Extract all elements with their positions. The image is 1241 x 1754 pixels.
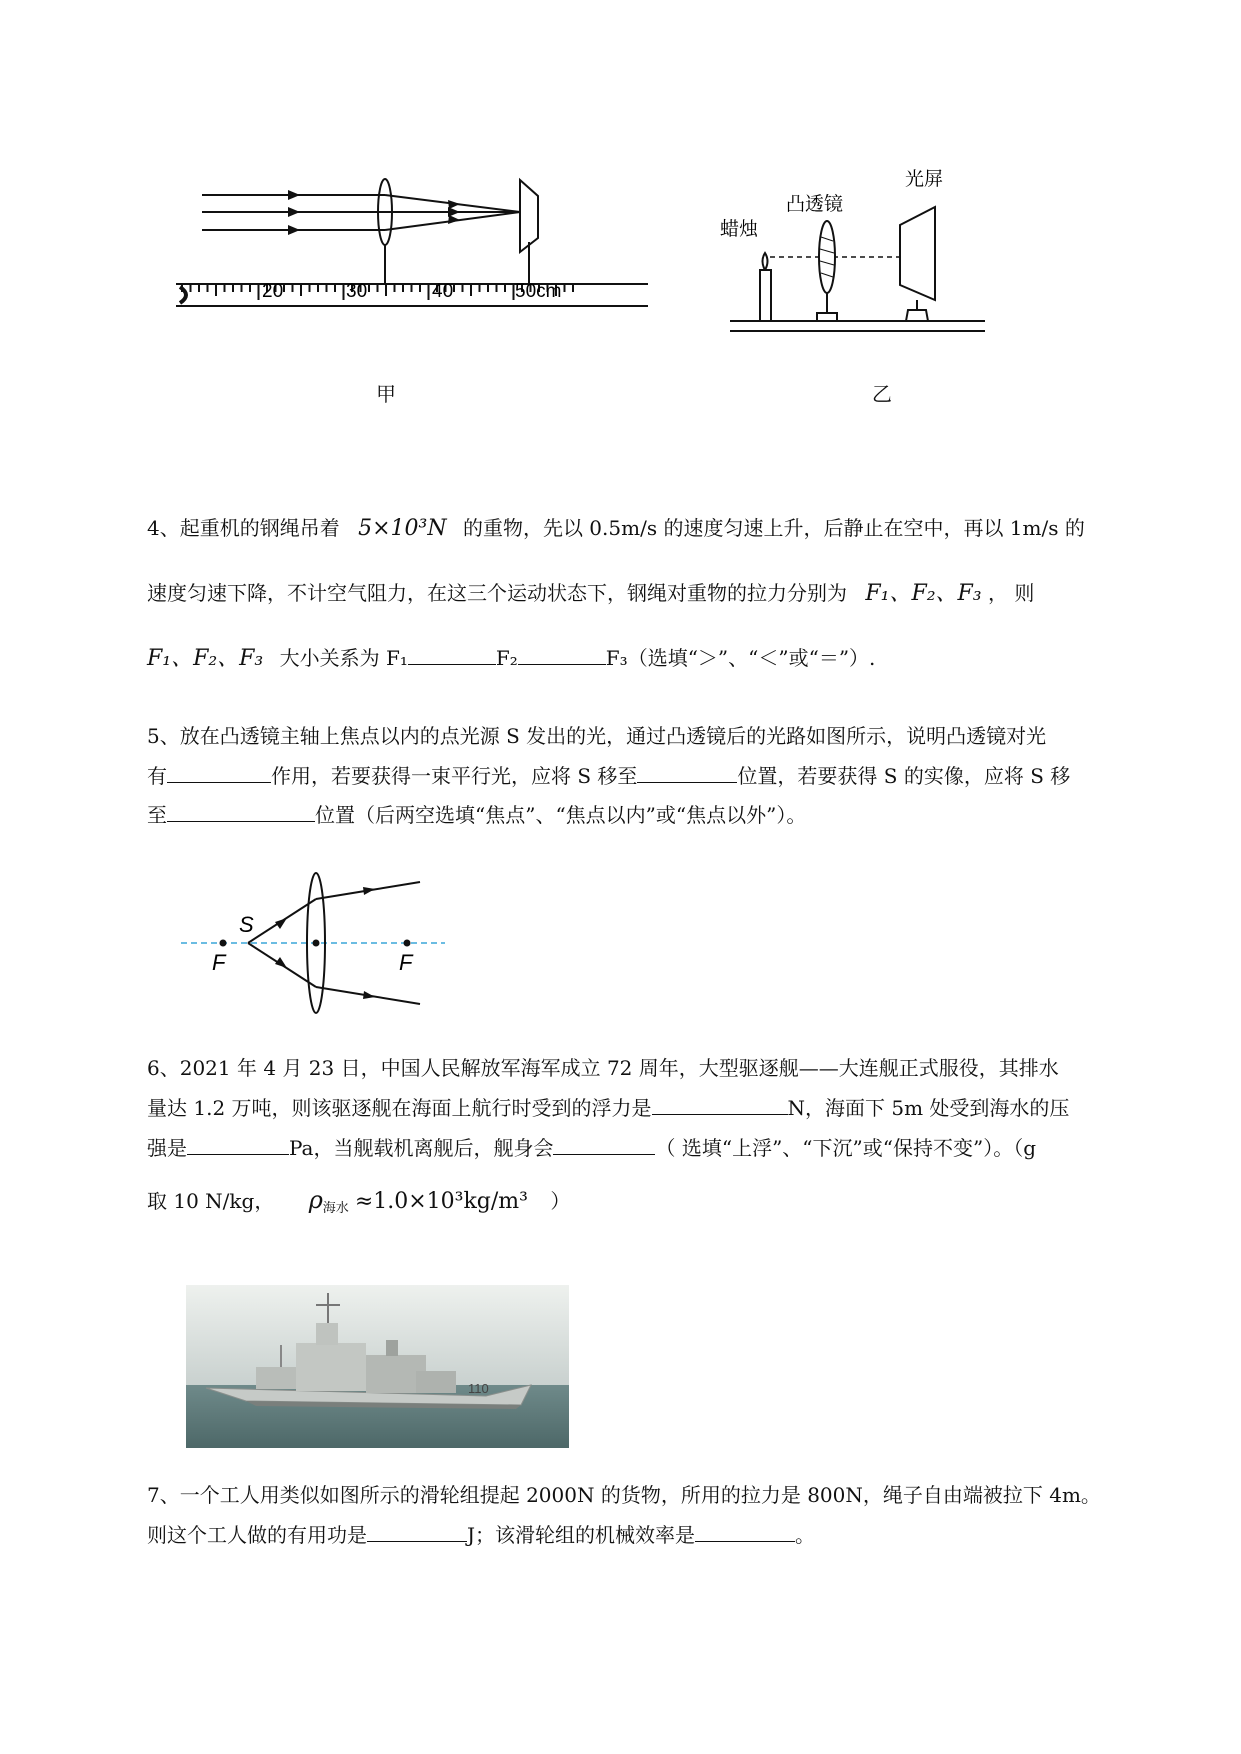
caption-yi: 乙 (872, 382, 892, 406)
q7-line2: 则这个工人做的有用功是 J；该滑轮组的机械效率是 。 (147, 1523, 816, 1547)
q5-blank-2[interactable] (637, 762, 737, 783)
q6-blank-1[interactable] (652, 1094, 788, 1115)
q6-blank-2[interactable] (187, 1134, 289, 1155)
figure-yi (720, 165, 990, 340)
q5-blank-1[interactable] (167, 762, 271, 783)
q5-blank-3[interactable] (167, 801, 315, 822)
q4-blank-2[interactable] (518, 644, 606, 665)
label-f-right: F (399, 950, 413, 975)
ruler-tick-40: 40 (432, 281, 454, 302)
q6-line3: 强是 Pa，当舰载机离舰后，舰身会 （ 选填“上浮”、“下沉”或“保持不变”）。（g (147, 1136, 1036, 1160)
label-f-left: F (212, 950, 226, 975)
caption-jia: 甲 (376, 382, 396, 406)
label-screen: 光屏 (905, 169, 944, 190)
ship-hull-number: 110 (468, 1381, 489, 1396)
q4-blank-1[interactable] (408, 644, 496, 665)
q5-line3: 至 位置（后两空选填“焦点”、“焦点以内”或“焦点以外”）。 (147, 803, 807, 827)
q4-line3: F₁、F₂、F₃ 大小关系为 F₁ F₂ F₃（选填“＞”、“＜”或“＝”）. (147, 646, 876, 671)
label-convex-lens: 凸透镜 (786, 194, 844, 215)
q4-forces-a: F₁、F₂、F₃ (865, 581, 982, 606)
q6-blank-3[interactable] (553, 1134, 655, 1155)
q6-rho: ρ (308, 1186, 323, 1214)
label-s: S (239, 912, 254, 937)
q4-line2: 速度匀速下降，不计空气阻力，在这三个运动状态下，钢绳对重物的拉力分别为 F₁、F₂、F₃ ， 则 (147, 581, 1035, 606)
destroyer-photo (186, 1285, 569, 1448)
label-candle: 蜡烛 (720, 219, 759, 240)
q5-line2: 有 作用，若要获得一束平行光，应将 S 移至 位置，若要获得 S 的实像，应将 S 移 (147, 764, 1071, 788)
q7-blank-1[interactable] (367, 1521, 467, 1542)
q6-line1: 6、2021 年 4 月 23 日，中国人民解放军海军成立 72 周年，大型驱逐舰——大连舰正式服役，其排水 (147, 1056, 1059, 1080)
q6-rho-sub: 海水 (322, 1201, 349, 1216)
ruler-tick-30: 30 (346, 281, 368, 302)
q4-forces-b: F₁、F₂、F₃ (147, 646, 264, 671)
ruler-tick-50: 50cm (515, 281, 562, 302)
q4-line1: 4、起重机的钢绳吊着 5×10³N 的重物，先以 0.5m/s 的速度匀速上升，后静止在空中，再以 1m/s 的 (147, 516, 1085, 541)
q6-line4: 取 10 N/kg， $\rho_{海水} \approx 1.0\times 10^3kg/m^3$ ） (147, 1186, 571, 1216)
q6-rho-value: ≈1.0×10³kg/m³ (354, 1189, 528, 1214)
q6-line2: 量达 1.2 万吨，则该驱逐舰在海面上航行时受到的浮力是 N，海面下 5m 处受到海水的压 (147, 1096, 1070, 1120)
q5-line1: 5、放在凸透镜主轴上焦点以内的点光源 S 发出的光，通过凸透镜后的光路如图所示，说明凸透镜对光 (147, 724, 1047, 748)
q7-blank-2[interactable] (695, 1521, 795, 1542)
figure-jia (170, 160, 660, 360)
ruler-tick-20: 20 (262, 281, 284, 302)
q7-line1: 7、一个工人用类似如图所示的滑轮组提起 2000N 的货物，所用的拉力是 800N，绳子自由端被拉下 4m。 (147, 1483, 1101, 1507)
q5-lens-diagram (175, 870, 455, 1020)
q4-weight: 5×10³N (358, 516, 447, 541)
